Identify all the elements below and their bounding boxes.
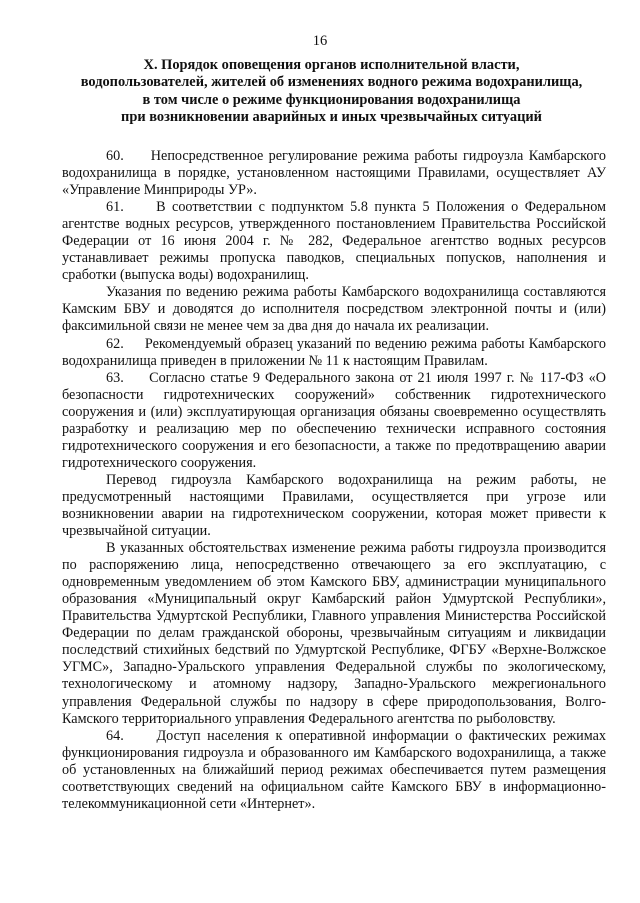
- document-body: [62, 148, 606, 813]
- section-heading: [68, 57, 595, 126]
- heading-line: водопользователей, жителей об изменениях водного режима водохранилища,: [80, 74, 583, 91]
- paragraph-60: 60. Непосредственное регулирование режима работы гидроузла Камбарского водохранилища в порядке, установленном настоящими Правилами, осуществляет АУ «Управление Минприроды УР».: [62, 148, 606, 199]
- heading-line: X. Порядок оповещения органов исполнительной власти,: [143, 57, 520, 73]
- paragraph-63: 63. Согласно статье 9 Федерального закона от 21 июля 1997 г. № 117-ФЗ «О безопасности гидротехнических сооружений» собственник гидротехнического сооружения и (или) эксплуатирующая организация обязаны своевременно осуществлять разработку и реализацию мер по обеспечению технически исправного состояния гидротехнического сооружения и его безопасности, а также по предотвращению аварии гидротехнического сооружения.: [62, 369, 606, 471]
- heading-line: в том числе о режиме функционирования водохранилища: [142, 91, 521, 108]
- paragraph: Указания по ведению режима работы Камбарского водохранилища составляются Камским БВУ и доводятся до исполнителя посредством электронной почты и (или) факсимильной связи не менее чем за два дня до начала их реализации.: [62, 284, 606, 335]
- paragraph-64: 64. Доступ населения к оперативной информации о фактических режимах функционирования гидроузла и образованного им Камбарского водохранилища, а также об установленных на ближайший период режимах обеспечивается путем размещения соответствующих сведений на официальном сайте Камского БВУ в информационно-телекоммуникационной сети «Интернет».: [62, 727, 606, 812]
- paragraph-62: 62. Рекомендуемый образец указаний по ведению режима работы Камбарского водохранилища приведен в приложении № 11 к настоящим Правилам.: [62, 335, 606, 369]
- paragraph: В указанных обстоятельствах изменение режима работы гидроузла производится по распоряжению лица, непосредственно отвечающего за его эксплуатацию, с одновременным уведомлением об этом Камского БВУ, администрации муниципального образования «Муниципальный округ Камбарский район Удмуртской Республики», Правительства Удмуртской Республики, Главного управления Министерства Российской Федерации по делам гражданской обороны, чрезвычайным ситуациям и ликвидации последствий стихийных бедствий по Удмуртской Республике, ФГБУ «Верхне-Волжское УГМС», Западно-Уральского управления Федеральной службы по экологическому, технологическому и атомному надзору, Западно-Уральского межрегионального управления Федеральной службы по надзору в сфере природопользования, Волго-Камского территориального управления Федерального агентства по рыболовству.: [62, 540, 606, 727]
- page-number: 16: [312, 33, 328, 49]
- paragraph: Перевод гидроузла Камбарского водохранилища на режим работы, не предусмотренный настоящими Правилами, осуществляется при угрозе или возникновении аварии на гидротехническом сооружении, которая может привести к чрезвычайной ситуации.: [62, 471, 606, 540]
- paragraph-61: 61. В соответствии с подпунктом 5.8 пункта 5 Положения о Федеральном агентстве водных ресурсов, утвержденного постановлением Правительства Российской Федерации от 16 июня 2004 г. № 282, Федеральное агентство водных ресурсов устанавливает режимы пропуска паводков, специальных попусков, наполнения и сработки (выпуска воды) водохранилищ.: [62, 199, 606, 284]
- heading-line: при возникновении аварийных и иных чрезвычайных ситуаций: [121, 108, 542, 125]
